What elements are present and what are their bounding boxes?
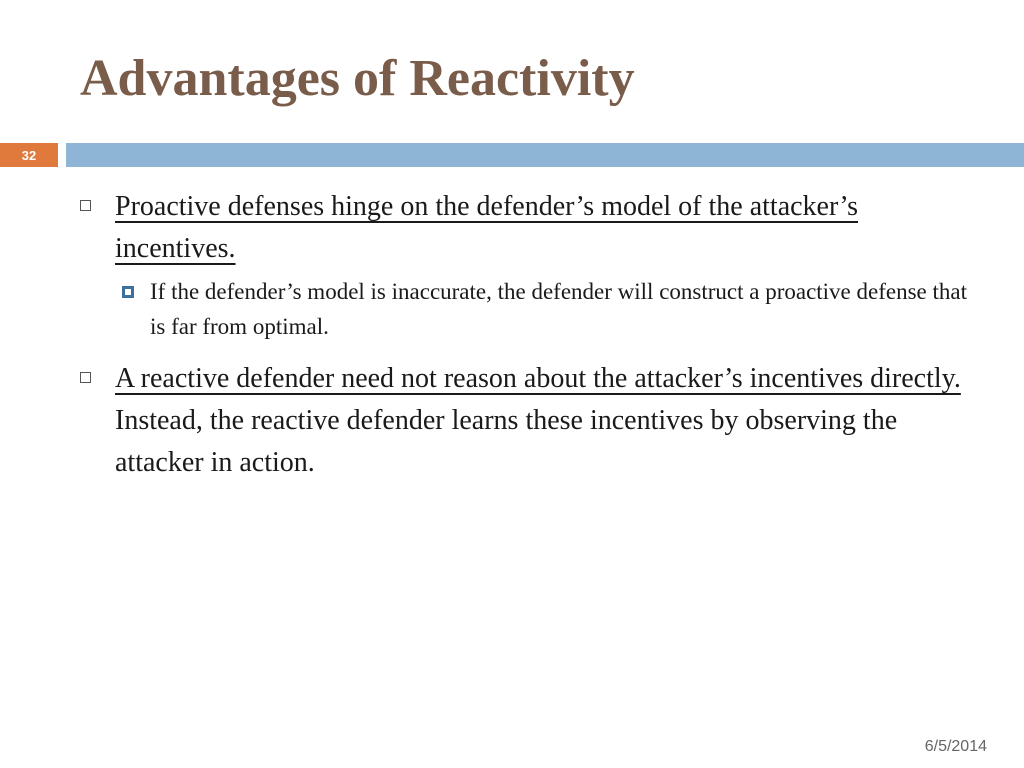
- square-bullet-icon: [80, 200, 91, 211]
- bullet-item: [78, 358, 978, 484]
- bullet-item: [78, 186, 978, 270]
- sub-bullet-item: [78, 274, 978, 344]
- header-accent-bar: [66, 143, 1024, 167]
- sub-bullet-text: If the defender’s model is inaccurate, the defender will construct a proactive defense that is far from optimal.: [150, 279, 967, 339]
- bullet-text: Instead, the reactive defender learns these incentives by observing the attacker in action.: [115, 405, 898, 478]
- slide-title: Advantages of Reactivity: [80, 50, 635, 107]
- slide-date: 6/5/2014: [924, 738, 987, 755]
- bullet-underlined-text: A reactive defender need not reason about the attacker’s incentives directly.: [115, 363, 961, 394]
- slide-number-badge: 32: [0, 143, 58, 167]
- filled-square-bullet-icon: [122, 286, 134, 298]
- square-bullet-icon: [80, 372, 91, 383]
- bullet-underlined-text: Proactive defenses hinge on the defender’s model of the attacker’s incentives.: [115, 191, 859, 264]
- slide-content: [78, 186, 978, 488]
